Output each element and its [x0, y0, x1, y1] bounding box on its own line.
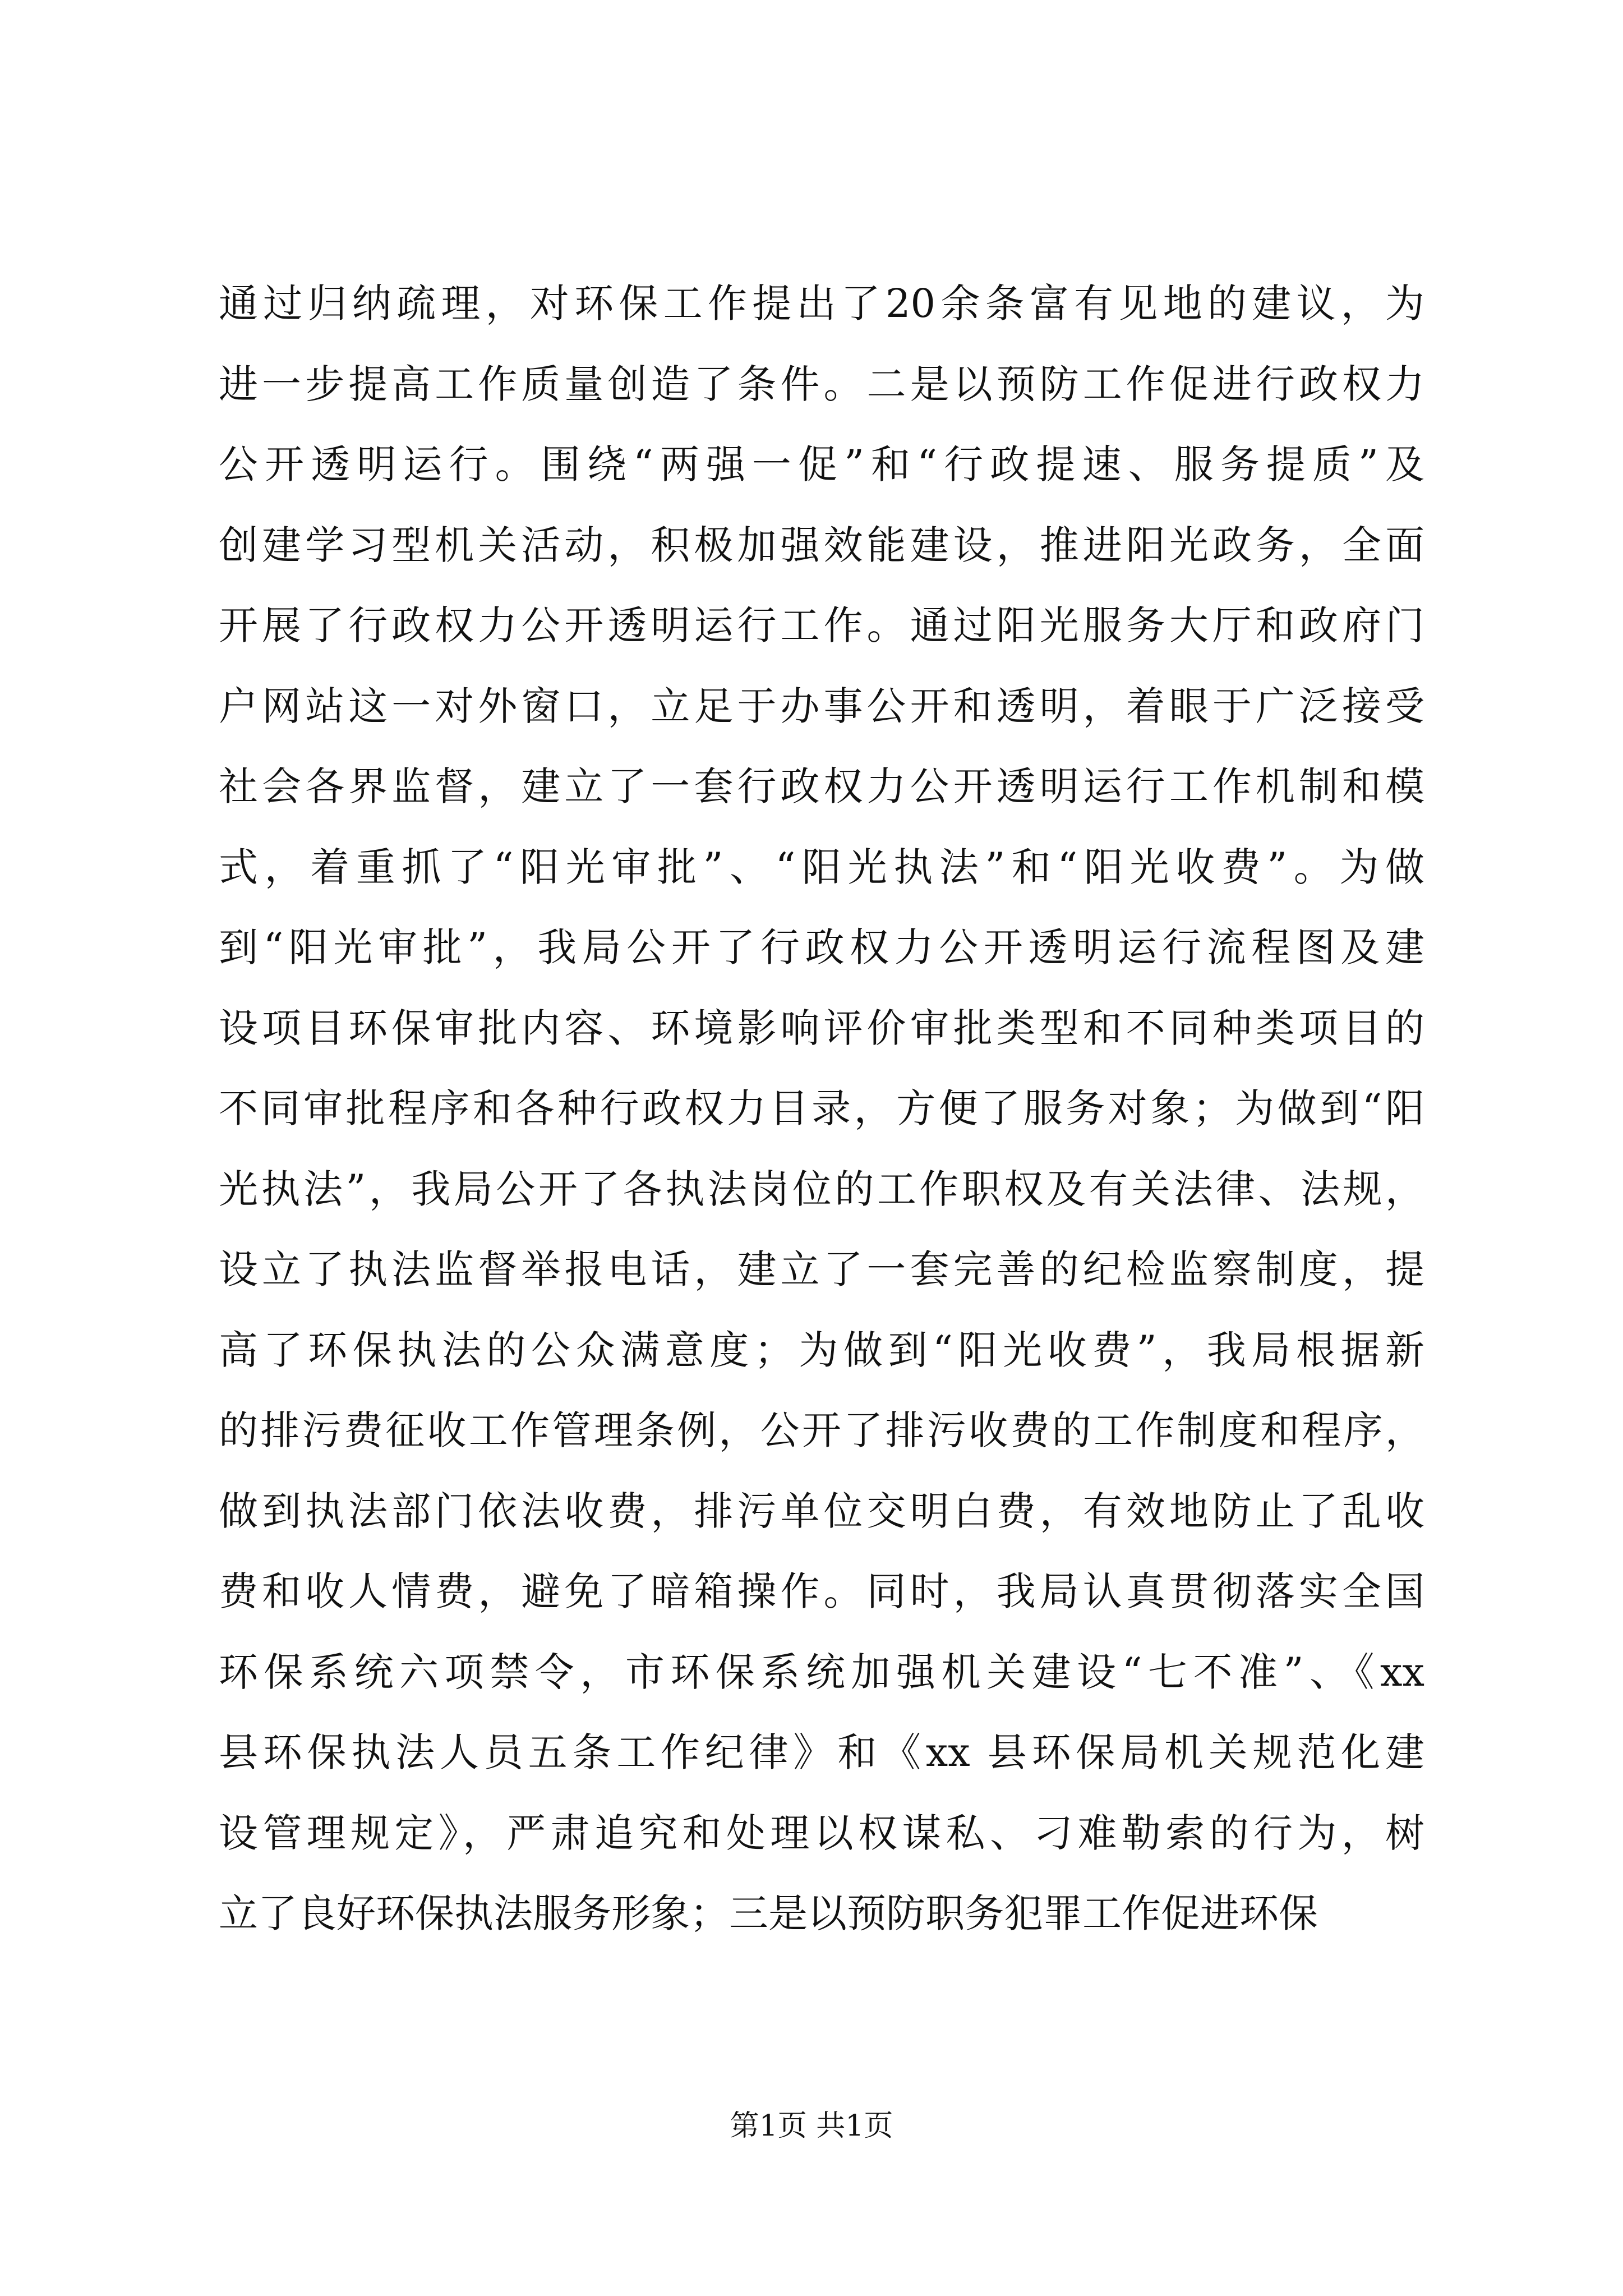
- text-line: 式，着重抓了“阳光审批”、“阳光执法”和“阳光收费”。为做: [219, 844, 1424, 890]
- page-footer: 第1页 共1页: [730, 2109, 893, 2143]
- text-line: 县环保执法人员五条工作纪律》和《xx 县环保局机关规范化建: [219, 1729, 1424, 1775]
- text-line: 设项目环保审批内容、环境影响评价审批类型和不同种类项目的: [219, 1005, 1424, 1051]
- body-text: [219, 264, 1424, 1954]
- text-line: 光执法”，我局公开了各执法岗位的工作职权及有关法律、法规，: [219, 1166, 1424, 1212]
- text-line: 不同审批程序和各种行政权力目录，方便了服务对象；为做到“阳: [219, 1085, 1424, 1131]
- text-line: 户网站这一对外窗口，立足于办事公开和透明，着眼于广泛接受: [219, 683, 1424, 729]
- text-line: 环保系统六项禁令，市环保系统加强机关建设“七不准”、《xx: [219, 1649, 1424, 1695]
- text-line: 高了环保执法的公众满意度；为做到“阳光收费”，我局根据新: [219, 1327, 1424, 1373]
- text-line: 创建学习型机关活动，积极加强效能建设，推进阳光政务，全面: [219, 522, 1424, 568]
- text-line: 立了良好环保执法服务形象；三是以预防职务犯罪工作促进环保: [219, 1890, 1318, 1936]
- text-line: 通过归纳疏理，对环保工作提出了20余条富有见地的建议，为: [219, 280, 1424, 326]
- text-line: 做到执法部门依法收费，排污单位交明白费，有效地防止了乱收: [219, 1488, 1424, 1534]
- text-line: 社会各界监督，建立了一套行政权力公开透明运行工作机制和模: [219, 763, 1424, 809]
- text-line: 到“阳光审批”，我局公开了行政权力公开透明运行流程图及建: [219, 924, 1424, 970]
- text-line: 的排污费征收工作管理条例，公开了排污收费的工作制度和程序，: [219, 1407, 1424, 1453]
- text-line: 进一步提高工作质量创造了条件。二是以预防工作促进行政权力: [219, 361, 1424, 407]
- text-line: 费和收人情费，避免了暗箱操作。同时，我局认真贯彻落实全国: [219, 1568, 1424, 1614]
- text-line: 设立了执法监督举报电话，建立了一套完善的纪检监察制度，提: [219, 1246, 1424, 1292]
- text-line: 公开透明运行。围绕“两强一促”和“行政提速、服务提质”及: [219, 441, 1424, 487]
- text-line: 设管理规定》，严肃追究和处理以权谋私、刁难勒索的行为，树: [219, 1810, 1424, 1856]
- text-line: 开展了行政权力公开透明运行工作。通过阳光服务大厅和政府门: [219, 602, 1424, 648]
